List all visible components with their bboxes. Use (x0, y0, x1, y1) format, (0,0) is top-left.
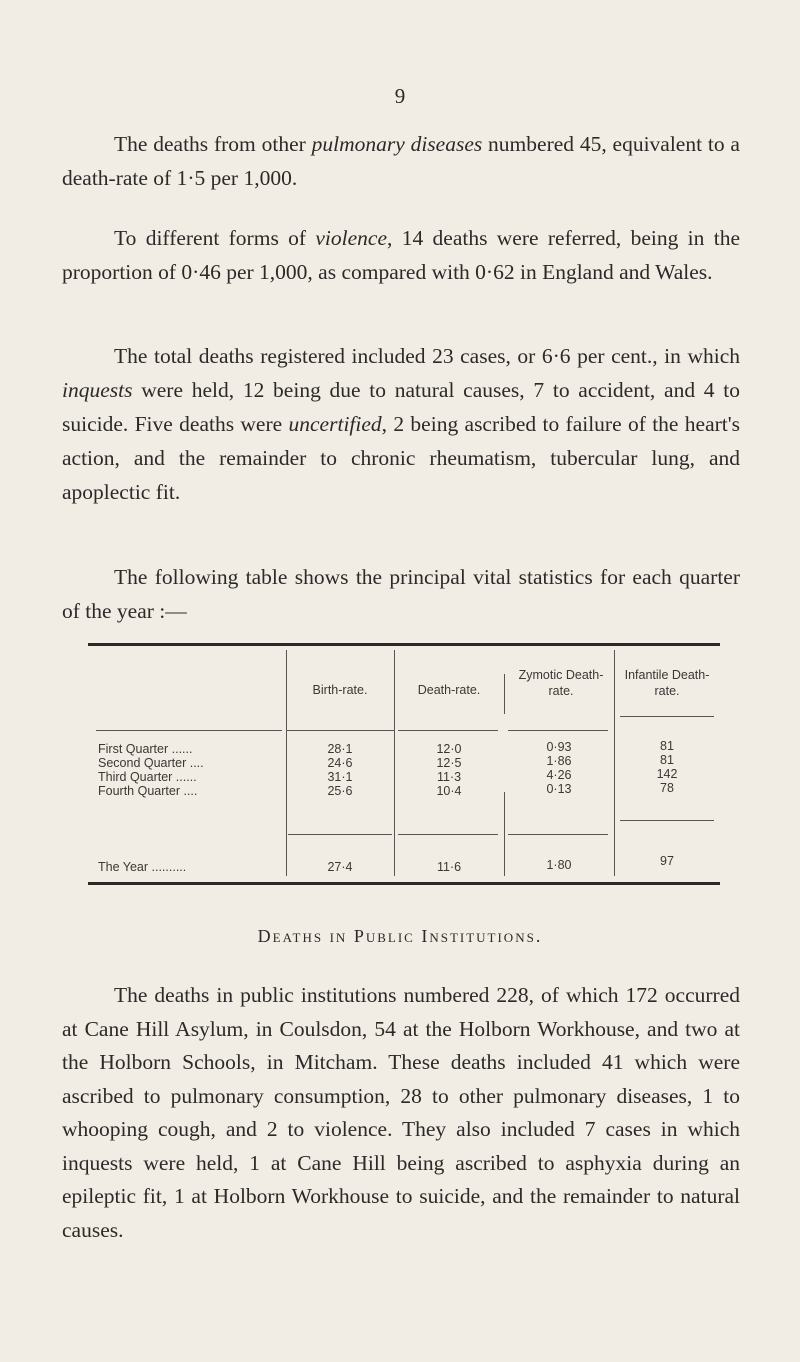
p2-text-a: To different forms of (114, 226, 316, 250)
paragraph-violence (62, 221, 740, 289)
cell-value: 10·4 (436, 784, 462, 798)
row-label-third-quarter: Third Quarter ...... (98, 770, 197, 784)
table-total-rule (398, 834, 498, 835)
p1-italic: pulmonary diseases (311, 132, 483, 156)
cell-total: 97 (660, 854, 674, 868)
p2-text-b: , 14 deaths were referred, being in the proportion of 0·46 per 1,000, as compared with 0·62 in England and Wales. (62, 226, 740, 284)
cell-value: 0·93 (546, 740, 572, 754)
col-header-zymotic: Zymotic Death-rate. (518, 668, 604, 698)
cell-value: 11·3 (436, 770, 462, 784)
cell-total: 27·4 (327, 860, 353, 874)
p2-italic: violence (315, 226, 387, 250)
cell-total: 11·6 (436, 860, 462, 874)
table-header-rule (398, 730, 498, 731)
p6-text: The deaths in public institutions numbered 228, of which 172 occurred at Cane Hill Asylum, in Coulsdon, 54 at the Holborn Workhouse, and two at the Holborn Schools, in Mitcham. These deaths included 41 which were ascribed to pulmonary consumption, 28 to other pulmonary diseases, 1 to whooping cough, and 2 to violence. They also included 7 cases in which inquests were held, 1 at Cane Hill being ascribed to asphyxia during an epileptic fit, 1 at Holborn Workhouse to suicide, and the remainder to natural causes. (62, 983, 740, 1242)
cell-value: 4·26 (546, 768, 572, 782)
table-total-rule (620, 820, 714, 821)
row-label-first-quarter: First Quarter ...... (98, 742, 193, 756)
table-divider (504, 674, 505, 714)
cell-value: 12·5 (436, 756, 462, 770)
cell-value: 31·1 (327, 770, 353, 784)
cell-value: 1·86 (546, 754, 572, 768)
table-total-rule (508, 834, 608, 835)
vital-statistics-table (88, 642, 720, 888)
p3-text-c: , 2 being ascribed to failure of the heart's action, and the remainder to chronic rheumatism, tubercular lung, and apoplectic fit. (62, 412, 741, 504)
cell-value: 25·6 (327, 784, 353, 798)
p4-text: The following table shows the principal vital statistics for each quarter of the year :— (62, 565, 740, 623)
paragraph-table-intro (62, 560, 740, 628)
col-header-death-rate: Death-rate. (417, 683, 481, 697)
paragraph-public-institutions (62, 979, 740, 1247)
row-label-second-quarter: Second Quarter .... (98, 756, 204, 770)
p1-text-a: The deaths from other (114, 132, 312, 156)
cell-total: 1·80 (546, 858, 572, 872)
col-header-birth-rate: Birth-rate. (312, 683, 368, 697)
section-heading: Deaths in Public Institutions. (257, 926, 543, 946)
table-total-rule (288, 834, 392, 835)
table-header-rule (508, 730, 608, 731)
p3-italic-uncertified: uncertified (288, 412, 382, 436)
p1-text-b: numbered 45, equivalent to a death-rate of 1·5 per 1,000. (62, 132, 740, 190)
cell-value: 24·6 (327, 756, 353, 770)
page-number: 9 (394, 84, 406, 108)
row-label-the-year: The Year .......... (98, 860, 187, 874)
row-label-fourth-quarter: Fourth Quarter .... (98, 784, 198, 798)
cell-value: 0·13 (546, 782, 572, 796)
cell-value: 28·1 (327, 742, 353, 756)
table-header-rule (96, 730, 282, 731)
paragraph-pulmonary-diseases (62, 127, 740, 195)
cell-value: 12·0 (436, 742, 462, 756)
table-header-rule (286, 730, 394, 731)
cell-value: 142 (656, 767, 678, 781)
cell-value: 81 (660, 753, 674, 767)
cell-value: 78 (660, 781, 674, 795)
table-bottom-rule (88, 882, 720, 885)
p3-italic-inquests: inquests (62, 378, 133, 402)
paragraph-inquests (62, 339, 740, 509)
table-top-rule (88, 643, 720, 646)
table-header-rule (620, 716, 714, 717)
p3-text-a: The total deaths registered included 23 cases, or 6·6 per cent., in which (114, 344, 740, 368)
col-header-infantile: Infantile Death-rate. (624, 668, 710, 698)
p3-text-b: were held, 12 being due to natural causes, 7 to accident, and 4 to suicide. Five deaths were (62, 378, 740, 436)
cell-value: 81 (660, 739, 674, 753)
